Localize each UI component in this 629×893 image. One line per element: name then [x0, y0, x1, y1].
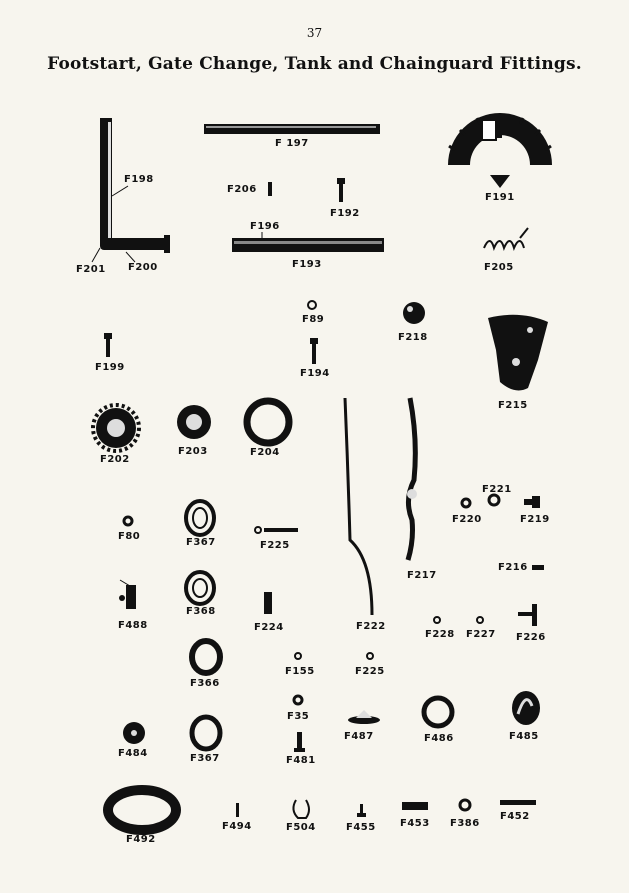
part-label-f225-upper: F225 — [260, 540, 290, 551]
part-label-f89: F89 — [302, 314, 325, 325]
large-ring-drawing — [108, 790, 176, 830]
part-label-f198: F198 — [124, 174, 154, 185]
part-label-f202: F202 — [100, 454, 130, 465]
part-label-f203: F203 — [178, 446, 208, 457]
rod-f197-drawing — [204, 124, 380, 134]
part-label-f206: F206 — [227, 184, 257, 195]
part-label-f201: F201 — [76, 264, 106, 275]
page-number: 37 — [306, 26, 323, 40]
part-label-f220: F220 — [452, 514, 482, 525]
part-label-f204: F204 — [250, 447, 280, 458]
part-label-f200: F200 — [128, 262, 158, 273]
page-title: Footstart, Gate Change, Tank and Chainguard Fittings. — [47, 54, 582, 74]
part-label-f80: F80 — [118, 531, 141, 542]
gear-f202-drawing — [93, 405, 139, 451]
part-label-f504: F504 — [286, 822, 316, 833]
part-label-f199: F199 — [95, 362, 125, 373]
part-label-f366: F366 — [190, 678, 220, 689]
part-label-f494: F494 — [222, 821, 252, 832]
part-label-f216: F216 — [498, 562, 528, 573]
part-label-f484: F484 — [118, 748, 148, 759]
rod-f222-drawing — [345, 398, 372, 615]
part-label-f197: F 197 — [275, 138, 309, 149]
part-label-f191: F191 — [485, 192, 515, 203]
footstart-crank-drawing — [92, 118, 170, 262]
spring-drawing — [484, 228, 528, 248]
quadrant-gear-drawing — [448, 113, 552, 188]
part-label-f487: F487 — [344, 731, 374, 742]
part-label-f218: F218 — [398, 332, 428, 343]
part-label-f386: F386 — [450, 818, 480, 829]
part-label-f225-lower: F225 — [355, 666, 385, 677]
part-label-f215: F215 — [498, 400, 528, 411]
part-label-f217: F217 — [407, 570, 437, 581]
part-label-f205: F205 — [484, 262, 514, 273]
part-label-f227: F227 — [466, 629, 496, 640]
part-label-f368: F368 — [186, 606, 216, 617]
plate-drawing — [488, 315, 548, 391]
lever-f217-drawing — [408, 398, 415, 560]
part-label-f35: F35 — [287, 711, 310, 722]
part-label-f193: F193 — [292, 259, 322, 270]
part-label-f196: F196 — [250, 221, 280, 232]
part-label-f222: F222 — [356, 621, 386, 632]
part-label-f226: F226 — [516, 632, 546, 643]
part-label-f219: F219 — [520, 514, 550, 525]
part-label-f452: F452 — [500, 811, 530, 822]
part-label-f488: F488 — [118, 620, 148, 631]
part-label-f221: F221 — [482, 484, 512, 495]
part-label-f492: F492 — [126, 834, 156, 845]
part-label-f481: F481 — [286, 755, 316, 766]
part-label-f453: F453 — [400, 818, 430, 829]
part-label-f455: F455 — [346, 822, 376, 833]
part-label-f192: F192 — [330, 208, 360, 219]
part-label-f485: F485 — [509, 731, 539, 742]
part-label-f486: F486 — [424, 733, 454, 744]
part-label-f228: F228 — [425, 629, 455, 640]
shaft-f193-drawing — [232, 238, 384, 252]
part-label-f155: F155 — [285, 666, 315, 677]
part-label-f367-lower: F367 — [190, 753, 220, 764]
part-label-f194: F194 — [300, 368, 330, 379]
part-label-f367-upper: F367 — [186, 537, 216, 548]
part-label-f224: F224 — [254, 622, 284, 633]
